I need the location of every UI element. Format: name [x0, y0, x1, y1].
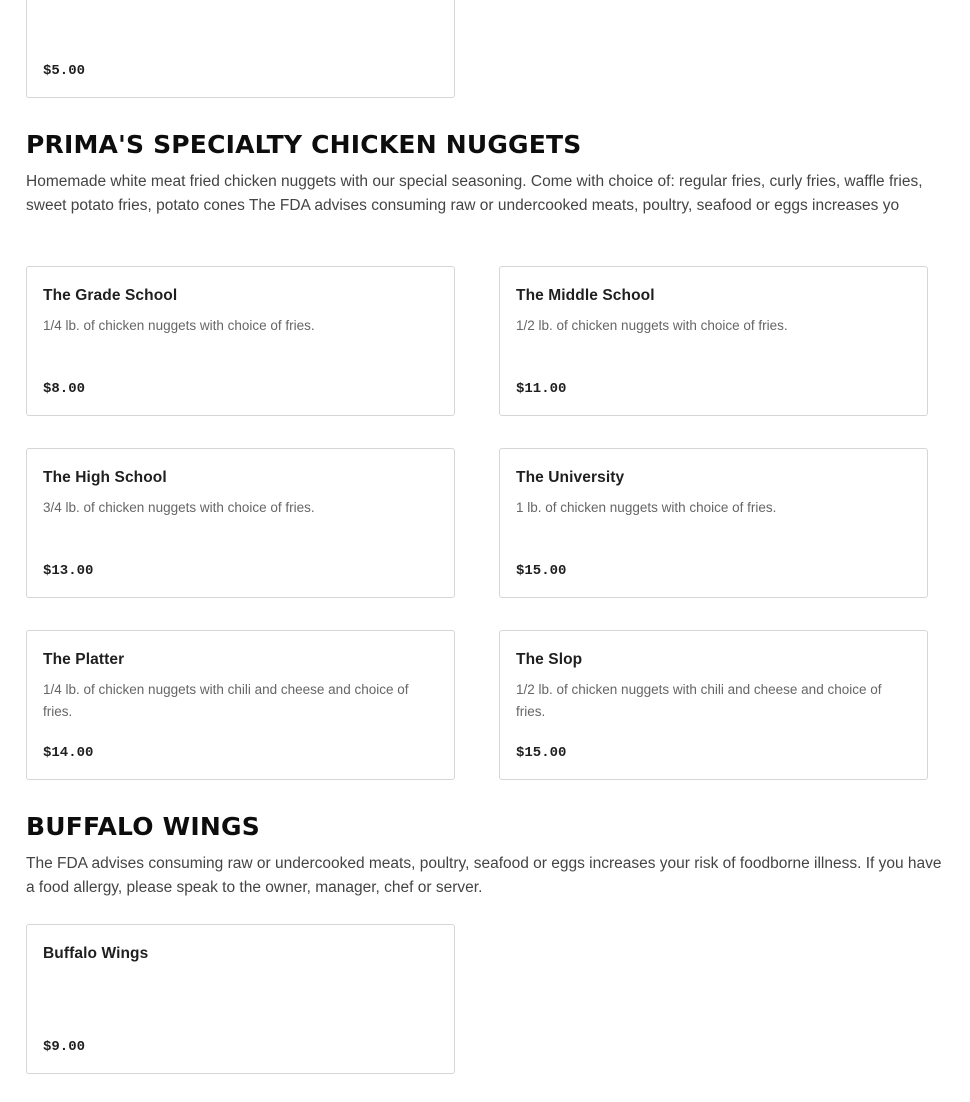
menu-item-price: $5.00: [43, 63, 86, 79]
menu-item-name: The Slop: [516, 651, 583, 668]
menu-item-card[interactable]: [26, 924, 455, 1074]
menu-item-price: $9.00: [43, 1039, 86, 1055]
section-description-chicken-nuggets: Homemade white meat fried chicken nuggets with our special seasoning. Come with choice of: regular fries, curly fries, waffle fries, sweet potato fries, potato cones The FDA advises consuming raw or undercooked meats, poultry, seafood or eggs increases yo: [26, 173, 923, 214]
menu-item-name: The Platter: [43, 651, 125, 668]
menu-item-description: 1/4 lb. of chicken nuggets with chili and cheese and choice of fries.: [43, 682, 409, 719]
menu-item-card[interactable]: [26, 0, 455, 98]
menu-item-name: Buffalo Wings: [43, 945, 149, 962]
section-title-chicken-nuggets: PRIMA'S SPECIALTY CHICKEN NUGGETS: [26, 130, 582, 159]
menu-item-card[interactable]: [499, 266, 928, 416]
menu-item-price: $13.00: [43, 563, 94, 579]
menu-item-description: 1/2 lb. of chicken nuggets with chili and cheese and choice of fries.: [516, 682, 882, 719]
menu-item-description: 1/4 lb. of chicken nuggets with choice of fries.: [43, 318, 315, 333]
menu-item-price: $15.00: [516, 745, 567, 761]
menu-item-name: The Middle School: [516, 287, 655, 304]
menu-item-description: 1 lb. of chicken nuggets with choice of fries.: [516, 500, 777, 515]
menu-item-price: $8.00: [43, 381, 86, 397]
section-title-buffalo-wings: BUFFALO WINGS: [26, 812, 260, 841]
menu-item-description: 3/4 lb. of chicken nuggets with choice of fries.: [43, 500, 315, 515]
menu-item-name: The Grade School: [43, 287, 178, 304]
menu-item-description: 1/2 lb. of chicken nuggets with choice of fries.: [516, 318, 788, 333]
menu-item-name: The High School: [43, 469, 167, 486]
menu-item-price: $11.00: [516, 381, 567, 397]
menu-item-card[interactable]: [499, 630, 928, 780]
menu-item-price: $14.00: [43, 745, 94, 761]
menu-item-name: The University: [516, 469, 625, 486]
menu-item-card[interactable]: [26, 266, 455, 416]
section-description-buffalo-wings: The FDA advises consuming raw or undercooked meats, poultry, seafood or eggs increases your risk of foodborne illness. If you have a food allergy, please speak to the owner, manager, chef or server.: [26, 855, 942, 896]
menu-item-price: $15.00: [516, 563, 567, 579]
menu-item-card[interactable]: [499, 448, 928, 598]
menu-item-card[interactable]: [26, 448, 455, 598]
menu-item-card[interactable]: [26, 630, 455, 780]
